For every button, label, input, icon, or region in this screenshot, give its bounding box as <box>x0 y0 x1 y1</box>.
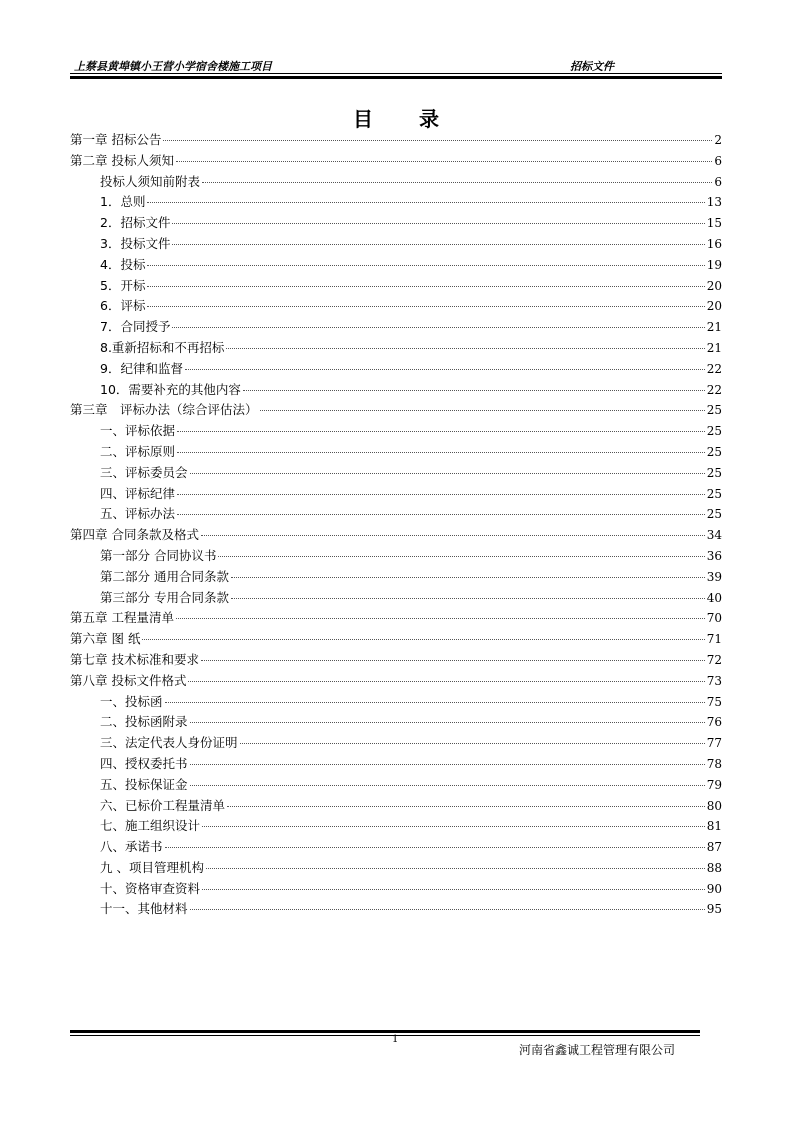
toc-entry-page: 25 <box>706 465 722 480</box>
toc-entry[interactable] <box>70 733 722 754</box>
toc-entry[interactable] <box>70 463 722 484</box>
toc-entry-label: 一、投标函 <box>100 693 163 709</box>
toc-leader-dots <box>147 286 704 287</box>
toc-entry[interactable] <box>70 712 722 733</box>
toc-entry-label: 五、投标保证金 <box>100 776 188 792</box>
toc-leader-dots <box>142 639 704 640</box>
toc-entry[interactable] <box>70 400 722 421</box>
toc-entry-page: 6 <box>714 174 722 189</box>
toc-leader-dots <box>260 410 705 411</box>
toc-entry-page: 71 <box>706 632 722 647</box>
table-of-contents <box>70 130 722 920</box>
toc-leader-dots <box>177 494 705 495</box>
toc-leader-dots <box>190 473 705 474</box>
toc-leader-dots <box>172 223 704 224</box>
toc-entry-label: 投标人须知前附表 <box>100 173 201 189</box>
toc-entry[interactable] <box>70 567 722 588</box>
toc-entry-page: 25 <box>706 403 722 418</box>
toc-entry-label: 三、评标委员会 <box>100 464 188 480</box>
page-number: 1 <box>392 1034 399 1045</box>
toc-entry[interactable] <box>70 317 722 338</box>
toc-entry-page: 75 <box>706 694 722 709</box>
toc-leader-dots <box>176 161 712 162</box>
toc-leader-dots <box>147 306 704 307</box>
toc-entry[interactable] <box>70 338 722 359</box>
toc-entry[interactable] <box>70 650 722 671</box>
toc-entry-label: 十、资格审查资料 <box>100 880 201 896</box>
toc-entry-label: 1．总则 <box>100 194 146 210</box>
toc-entry[interactable] <box>70 671 722 692</box>
toc-entry-label: 一、评标依据 <box>100 423 176 439</box>
toc-entry[interactable] <box>70 151 722 172</box>
toc-leader-dots <box>226 348 704 349</box>
toc-entry-label: 7．合同授予 <box>100 319 171 335</box>
toc-leader-dots <box>201 535 705 536</box>
toc-leader-dots <box>243 390 705 391</box>
toc-entry-page: 34 <box>706 528 722 543</box>
toc-entry[interactable] <box>70 213 722 234</box>
toc-entry-page: 40 <box>706 590 722 605</box>
toc-entry-page: 20 <box>706 278 722 293</box>
toc-entry-label: 第八章 投标文件格式 <box>70 672 187 688</box>
toc-entry-page: 2 <box>714 133 722 147</box>
toc-entry-label: 四、评标纪律 <box>100 485 176 501</box>
toc-entry-page: 39 <box>706 569 722 584</box>
toc-leader-dots <box>165 702 705 703</box>
toc-leader-dots <box>147 265 704 266</box>
toc-leader-dots <box>231 598 705 599</box>
toc-leader-dots <box>172 244 704 245</box>
toc-entry[interactable] <box>70 130 722 151</box>
header-doc-type: 招标文件 <box>570 60 614 73</box>
toc-entry[interactable] <box>70 172 722 193</box>
toc-entry-page: 88 <box>706 860 722 875</box>
toc-entry-label: 第四章 合同条款及格式 <box>70 527 199 543</box>
toc-entry-page: 6 <box>714 153 722 168</box>
toc-entry[interactable] <box>70 629 722 650</box>
toc-entry-label: 九 、项目管理机构 <box>100 859 204 875</box>
toc-leader-dots <box>206 868 705 869</box>
toc-entry[interactable] <box>70 192 722 213</box>
toc-entry-label: 四、授权委托书 <box>100 755 188 771</box>
toc-entry-label: 8.重新招标和不再招标 <box>100 339 225 355</box>
toc-entry-page: 72 <box>706 652 722 667</box>
toc-entry-page: 80 <box>706 798 722 813</box>
toc-entry-page: 87 <box>706 840 722 855</box>
toc-entry[interactable] <box>70 899 722 920</box>
toc-leader-dots <box>188 681 704 682</box>
toc-leader-dots <box>185 369 705 370</box>
page-header <box>70 58 722 72</box>
toc-entry[interactable] <box>70 276 722 297</box>
toc-entry-page: 22 <box>706 361 722 376</box>
toc-entry[interactable] <box>70 775 722 796</box>
toc-leader-dots <box>172 327 704 328</box>
toc-entry-label: 第一章 招标公告 <box>70 132 162 147</box>
toc-entry[interactable] <box>70 692 722 713</box>
toc-entry-label: 3．投标文件 <box>100 235 171 251</box>
footer-rule-thick <box>70 1030 700 1033</box>
toc-entry-page: 76 <box>706 715 722 730</box>
toc-entry-label: 十一、其他材料 <box>100 901 188 917</box>
toc-entry[interactable] <box>70 608 722 629</box>
toc-entry-label: 10．需要补充的其他内容 <box>100 381 241 397</box>
toc-entry-page: 16 <box>706 236 722 251</box>
toc-entry-page: 70 <box>706 611 722 626</box>
toc-leader-dots <box>218 556 704 557</box>
toc-entry-page: 81 <box>706 819 722 834</box>
toc-entry-label: 第三章 评标办法（综合评估法） <box>70 402 258 418</box>
toc-entry-page: 13 <box>706 195 722 210</box>
toc-entry[interactable] <box>70 858 722 879</box>
toc-entry-page: 19 <box>706 257 722 272</box>
toc-entry-label: 4．投标 <box>100 256 146 272</box>
toc-leader-dots <box>240 743 705 744</box>
toc-entry-page: 73 <box>706 673 722 688</box>
toc-entry-label: 第三部分 专用合同条款 <box>100 589 229 605</box>
toc-entry[interactable] <box>70 296 722 317</box>
toc-leader-dots <box>190 764 705 765</box>
toc-entry-page: 21 <box>706 340 722 355</box>
toc-entry-label: 三、法定代表人身份证明 <box>100 735 238 751</box>
toc-entry[interactable] <box>70 525 722 546</box>
toc-entry[interactable] <box>70 837 722 858</box>
toc-leader-dots <box>201 660 705 661</box>
footer-rule-thin <box>70 1035 700 1036</box>
toc-leader-dots <box>202 826 705 827</box>
toc-entry-label: 6．评标 <box>100 298 146 314</box>
toc-entry-page: 79 <box>706 777 722 792</box>
toc-entry-page: 22 <box>706 382 722 397</box>
toc-entry-label: 第二部分 通用合同条款 <box>100 568 229 584</box>
toc-leader-dots <box>176 618 705 619</box>
toc-entry-label: 5．开标 <box>100 277 146 293</box>
toc-entry[interactable] <box>70 796 722 817</box>
toc-entry-page: 36 <box>706 548 722 563</box>
toc-entry[interactable] <box>70 359 722 380</box>
toc-entry-label: 9．纪律和监督 <box>100 360 183 376</box>
header-rule-thin <box>70 73 722 74</box>
toc-entry[interactable] <box>70 421 722 442</box>
toc-entry-page: 21 <box>706 320 722 335</box>
toc-entry-page: 77 <box>706 736 722 751</box>
toc-leader-dots <box>190 722 705 723</box>
toc-entry-page: 15 <box>706 216 722 231</box>
toc-entry-label: 八、承诺书 <box>100 839 163 855</box>
toc-leader-dots <box>190 785 705 786</box>
toc-entry[interactable] <box>70 546 722 567</box>
toc-leader-dots <box>163 140 712 141</box>
header-project-name: 上蔡县黄埠镇小王营小学宿舍楼施工项目 <box>74 60 272 73</box>
toc-leader-dots <box>227 806 705 807</box>
toc-entry-label: 第六章 图 纸 <box>70 631 141 647</box>
toc-entry-label: 二、评标原则 <box>100 443 176 459</box>
toc-entry-label: 五、评标办法 <box>100 506 176 522</box>
toc-title: 目 录 <box>353 107 441 131</box>
toc-leader-dots <box>177 452 705 453</box>
toc-entry[interactable] <box>70 255 722 276</box>
toc-leader-dots <box>177 514 705 515</box>
toc-entry-label: 第五章 工程量清单 <box>70 610 174 626</box>
toc-entry-page: 25 <box>706 486 722 501</box>
toc-entry[interactable] <box>70 816 722 837</box>
toc-entry[interactable] <box>70 504 722 525</box>
toc-entry-page: 95 <box>706 902 722 917</box>
toc-entry-label: 第七章 技术标准和要求 <box>70 651 199 667</box>
toc-entry-label: 二、投标函附录 <box>100 714 188 730</box>
toc-entry[interactable] <box>70 442 722 463</box>
toc-leader-dots <box>202 182 712 183</box>
toc-entry[interactable] <box>70 588 722 609</box>
toc-leader-dots <box>190 909 705 910</box>
header-rule-thick <box>70 76 722 79</box>
toc-entry-page: 20 <box>706 299 722 314</box>
toc-entry-page: 25 <box>706 424 722 439</box>
toc-leader-dots <box>202 889 705 890</box>
toc-entry[interactable] <box>70 380 722 401</box>
toc-entry-label: 第一部分 合同协议书 <box>100 547 217 563</box>
toc-entry-page: 78 <box>706 756 722 771</box>
toc-leader-dots <box>165 847 705 848</box>
toc-entry-page: 25 <box>706 444 722 459</box>
toc-entry-label: 七、施工组织设计 <box>100 818 201 834</box>
toc-entry[interactable] <box>70 234 722 255</box>
toc-entry-page: 25 <box>706 507 722 522</box>
toc-entry[interactable] <box>70 484 722 505</box>
toc-leader-dots <box>177 431 705 432</box>
toc-entry[interactable] <box>70 879 722 900</box>
toc-entry-page: 90 <box>706 881 722 896</box>
toc-entry-label: 2．招标文件 <box>100 215 171 231</box>
toc-entry-label: 第二章 投标人须知 <box>70 152 174 168</box>
toc-leader-dots <box>231 577 705 578</box>
toc-entry[interactable] <box>70 754 722 775</box>
footer-company: 河南省鑫诚工程管理有限公司 <box>519 1043 676 1057</box>
toc-entry-label: 六、已标价工程量清单 <box>100 797 226 813</box>
toc-leader-dots <box>147 202 704 203</box>
